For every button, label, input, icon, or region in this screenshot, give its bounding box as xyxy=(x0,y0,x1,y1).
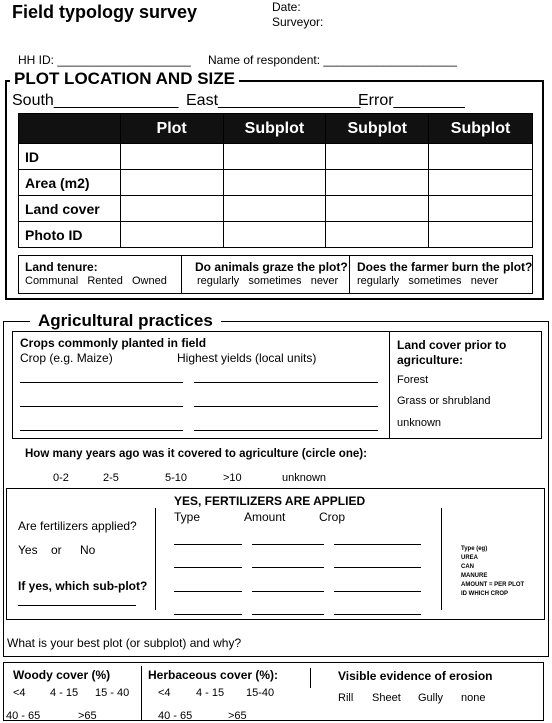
burn-options[interactable]: regularly sometimes never xyxy=(357,275,499,287)
tenure-options[interactable]: Communal Rented Owned xyxy=(25,275,167,287)
divider xyxy=(155,508,156,610)
erosion-option[interactable]: none xyxy=(461,692,486,704)
yield-input-line[interactable] xyxy=(194,406,378,407)
landcover-heading-2: agriculture: xyxy=(397,353,464,367)
col-plot: Plot xyxy=(120,114,223,144)
hh-id-field[interactable]: HH ID: ____________________ xyxy=(18,53,191,67)
fert-or: or xyxy=(51,543,62,557)
crop-col-label: Crop (e.g. Maize) xyxy=(20,351,113,365)
erosion-option[interactable]: Sheet xyxy=(372,692,401,704)
graze-options[interactable]: regularly sometimes never xyxy=(197,275,339,287)
woody-option[interactable]: 4 - 15 xyxy=(50,687,79,699)
plot-table xyxy=(18,113,533,248)
fert-amount-col: Amount xyxy=(244,510,286,524)
crop-input-line[interactable] xyxy=(20,382,183,383)
fert-no[interactable]: No xyxy=(80,543,96,557)
erosion-option[interactable]: Rill xyxy=(338,692,354,704)
form-title: Field typology survey xyxy=(12,2,198,22)
fert-input-line[interactable] xyxy=(174,591,242,592)
herb-option[interactable]: 15-40 xyxy=(246,687,275,699)
south-field[interactable]: South______________ xyxy=(12,92,179,109)
table-cell[interactable] xyxy=(326,196,429,222)
col-subplot-2: Subplot xyxy=(326,114,429,144)
table-cell[interactable] xyxy=(429,222,533,248)
fert-type-col: Type xyxy=(174,510,201,524)
fert-input-line[interactable] xyxy=(334,567,421,568)
woody-heading: Woody cover (%) xyxy=(13,668,111,682)
error-field[interactable]: Error________ xyxy=(358,92,465,109)
table-cell[interactable] xyxy=(326,222,429,248)
table-cell[interactable] xyxy=(223,222,326,248)
fert-crop-col: Crop xyxy=(319,510,346,524)
fert-which: If yes, which sub-plot? xyxy=(18,579,148,593)
fert-input-line[interactable] xyxy=(174,567,242,568)
type-note: MANURE xyxy=(461,573,488,579)
fert-input-line[interactable] xyxy=(174,544,242,545)
table-cell[interactable] xyxy=(326,144,429,170)
fert-input-line[interactable] xyxy=(252,544,324,545)
subplot-input-line[interactable] xyxy=(18,605,136,606)
herb-option[interactable]: >65 xyxy=(228,710,247,722)
fert-input-line[interactable] xyxy=(252,614,324,615)
table-cell[interactable] xyxy=(223,196,326,222)
fert-input-line[interactable] xyxy=(252,591,324,592)
table-cell[interactable] xyxy=(120,222,223,248)
col-subplot-3: Subplot xyxy=(429,114,533,144)
divider xyxy=(389,331,390,439)
table-cell[interactable] xyxy=(429,170,533,196)
yield-input-line[interactable] xyxy=(194,430,378,431)
yield-input-line[interactable] xyxy=(194,382,378,383)
woody-option[interactable]: 15 - 40 xyxy=(95,687,130,699)
respondent-field[interactable]: Name of respondent: ____________________ xyxy=(208,53,457,67)
east-field[interactable]: East________________ xyxy=(186,92,361,109)
type-note: AMOUNT = PER PLOT xyxy=(461,582,525,588)
years-option[interactable]: 5-10 xyxy=(165,472,188,484)
table-cell[interactable] xyxy=(429,196,533,222)
table-cell[interactable] xyxy=(120,196,223,222)
herb-option[interactable]: 4 - 15 xyxy=(196,687,225,699)
fert-yes[interactable]: Yes xyxy=(18,543,38,557)
row-label-photo-id: Photo ID xyxy=(19,222,121,248)
table-cell[interactable] xyxy=(429,144,533,170)
type-note: Type (eg) xyxy=(461,546,488,552)
years-option[interactable]: unknown xyxy=(282,472,327,484)
divider xyxy=(141,666,142,721)
best-plot-question[interactable]: What is your best plot (or subplot) and why? xyxy=(7,636,242,650)
fert-input-line[interactable] xyxy=(334,544,421,545)
burn-heading: Does the farmer burn the plot? xyxy=(357,260,533,274)
woody-option[interactable]: <4 xyxy=(13,687,26,699)
fert-input-line[interactable] xyxy=(334,614,421,615)
header-blank xyxy=(19,114,121,144)
years-option[interactable]: 2-5 xyxy=(103,472,119,484)
row-label-land-cover: Land cover xyxy=(19,196,121,222)
tenure-heading: Land tenure: xyxy=(25,260,98,274)
crop-input-line[interactable] xyxy=(20,430,183,431)
years-option[interactable]: 0-2 xyxy=(53,472,69,484)
surveyor-label: Surveyor: xyxy=(272,15,324,29)
erosion-option[interactable]: Gully xyxy=(418,692,444,704)
agri-section-title: Agricultural practices xyxy=(30,311,221,331)
plot-section-title: PLOT LOCATION AND SIZE xyxy=(10,69,239,89)
divider xyxy=(310,668,311,688)
woody-option[interactable]: >65 xyxy=(78,710,97,722)
herb-heading: Herbaceous cover (%): xyxy=(148,668,279,682)
landcover-heading: Land cover prior to xyxy=(397,338,507,352)
woody-option[interactable]: 40 - 65 xyxy=(6,710,41,722)
herb-option[interactable]: 40 - 65 xyxy=(158,710,193,722)
landcover-option-forest[interactable]: Forest xyxy=(397,374,429,386)
fert-input-line[interactable] xyxy=(334,591,421,592)
fert-heading: YES, FERTILIZERS ARE APPLIED xyxy=(174,494,366,508)
graze-heading: Do animals graze the plot? xyxy=(195,260,348,274)
type-note: ID WHICH CROP xyxy=(461,591,508,597)
table-cell[interactable] xyxy=(120,170,223,196)
table-cell[interactable] xyxy=(326,170,429,196)
crop-input-line[interactable] xyxy=(20,406,183,407)
fert-input-line[interactable] xyxy=(252,567,324,568)
date-label: Date: xyxy=(272,0,301,14)
table-cell[interactable] xyxy=(120,144,223,170)
divider xyxy=(441,508,442,610)
divider xyxy=(181,255,182,294)
crops-heading: Crops commonly planted in field xyxy=(20,336,207,350)
type-note: UREA xyxy=(461,555,479,561)
table-cell[interactable] xyxy=(223,170,326,196)
row-label-area: Area (m2) xyxy=(19,170,121,196)
divider xyxy=(349,255,350,294)
col-subplot-1: Subplot xyxy=(223,114,326,144)
row-label-id: ID xyxy=(19,144,121,170)
landcover-option-unknown[interactable]: unknown xyxy=(397,417,442,429)
herb-option[interactable]: <4 xyxy=(158,687,171,699)
yield-col-label: Highest yields (local units) xyxy=(177,351,317,365)
fert-question: Are fertilizers applied? xyxy=(18,519,137,533)
years-question: How many years ago was it covered to agriculture (circle one): xyxy=(25,448,367,460)
type-note: CAN xyxy=(461,564,474,570)
fert-input-line[interactable] xyxy=(174,614,242,615)
erosion-heading: Visible evidence of erosion xyxy=(338,669,493,683)
landcover-option-grass[interactable]: Grass or shrubland xyxy=(397,395,491,407)
table-cell[interactable] xyxy=(223,144,326,170)
years-option[interactable]: >10 xyxy=(223,472,242,484)
